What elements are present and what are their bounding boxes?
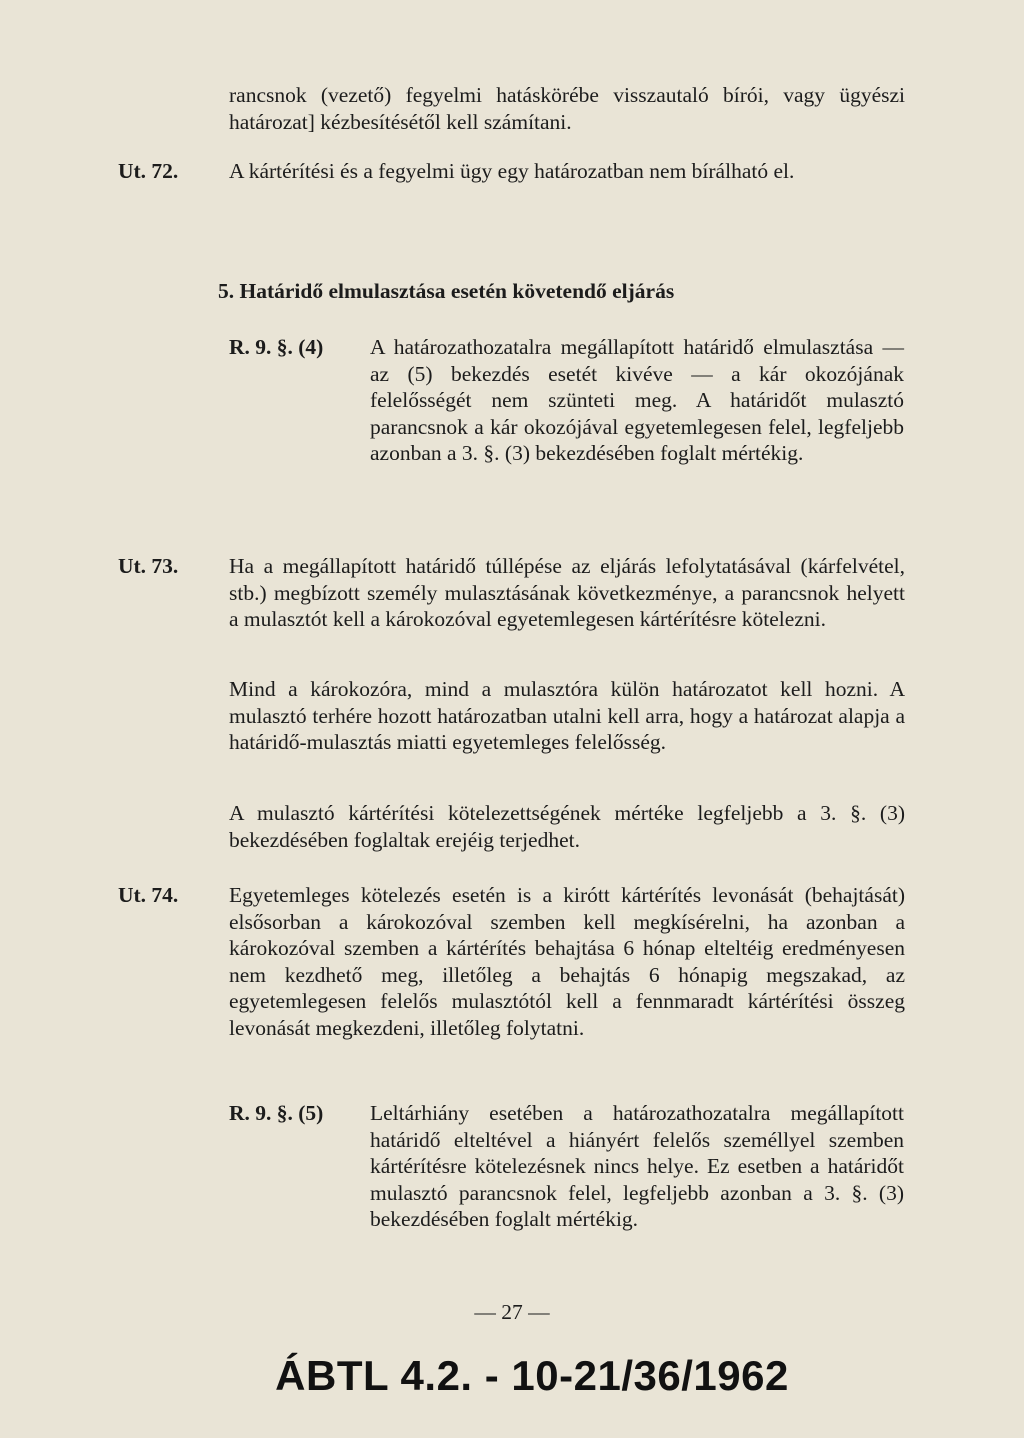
rule-r9-5-paragraph: Leltárhiány esetében a határozathozatalra megállapított határidő elteltével a hiányért felelős személlyel szemben kártérítésre kötelezésnek nincs helye. Ez esetben a határidőt mulasztó parancsnok felel, legfeljebb azonban a 3. §. (3) bekezdésében foglalt mértékig. bbox=[370, 1101, 904, 1231]
ut73-paragraph-3: A mulasztó kártérítési kötelezettségének mértéke legfeljebb a 3. §. (3) bekezdésében foglaltak erejéig terjedhet. bbox=[229, 801, 905, 852]
archive-reference-stamp: ÁBTL 4.2. - 10-21/36/1962 bbox=[275, 1352, 789, 1399]
ut72-paragraph: A kártérítési és a fegyelmi ügy egy határozatban nem bírálható el. bbox=[229, 159, 795, 183]
ut73-paragraph-1: Ha a megállapított határidő túllépése az eljárás lefolytatásával (kárfelvétel, stb.) megbízott személy mulasztásának következménye, a parancsnok helyett a mulasztót kell a károkozóval egyetemlegesen kártérítésre kötelezni. bbox=[229, 554, 905, 631]
section-label-ut72: Ut. 72. bbox=[118, 159, 179, 183]
ut74-paragraph: Egyetemleges kötelezés esetén is a kirótt kártérítés levonását (behajtását) elsősorban a károkozóval szemben kell megkísérelni, ha azonban a károkozóval szemben a kártérítés behajtása 6 hónap elteltéig eredményesen nem kezdhető meg, illetőleg a behajtás 6 hónapig megszakad, az egyetemlegesen felelős mulasztótól kell a fennmaradt kártérítési összeg levonását megkezdeni, illetőleg folytatni. bbox=[229, 883, 905, 1040]
rule-label-r9-4: R. 9. §. (4) bbox=[229, 335, 324, 359]
rule-r9-4-paragraph: A határozathozatalra megállapított határidő elmulasztása — az (5) bekezdés esetét kivéve — a kár okozójának felelősségét nem szünteti meg. A határidőt mulasztó parancsnok a kár okozójával egyetemlegesen felel, legfeljebb azonban a 3. §. (3) bekezdésében foglalt mértékig. bbox=[370, 335, 904, 465]
ut73-paragraph-2: Mind a károkozóra, mind a mulasztóra külön határozatot kell hozni. A mulasztó terhére hozott határozatban utalni kell arra, hogy a határozat alapja a határidő-mulasztás miatti egyetemleges felelősség. bbox=[229, 677, 905, 754]
section-label-ut73: Ut. 73. bbox=[118, 554, 179, 578]
intro-paragraph: rancsnok (vezető) fegyelmi hatáskörébe visszautaló bírói, vagy ügyészi határozat] kézbesítésétől kell számítani. bbox=[229, 83, 905, 134]
section-heading: 5. Határidő elmulasztása esetén követendő eljárás bbox=[218, 279, 675, 303]
rule-label-r9-5: R. 9. §. (5) bbox=[229, 1101, 324, 1125]
page-number: — 27 — bbox=[474, 1300, 550, 1324]
section-label-ut74: Ut. 74. bbox=[118, 883, 179, 907]
